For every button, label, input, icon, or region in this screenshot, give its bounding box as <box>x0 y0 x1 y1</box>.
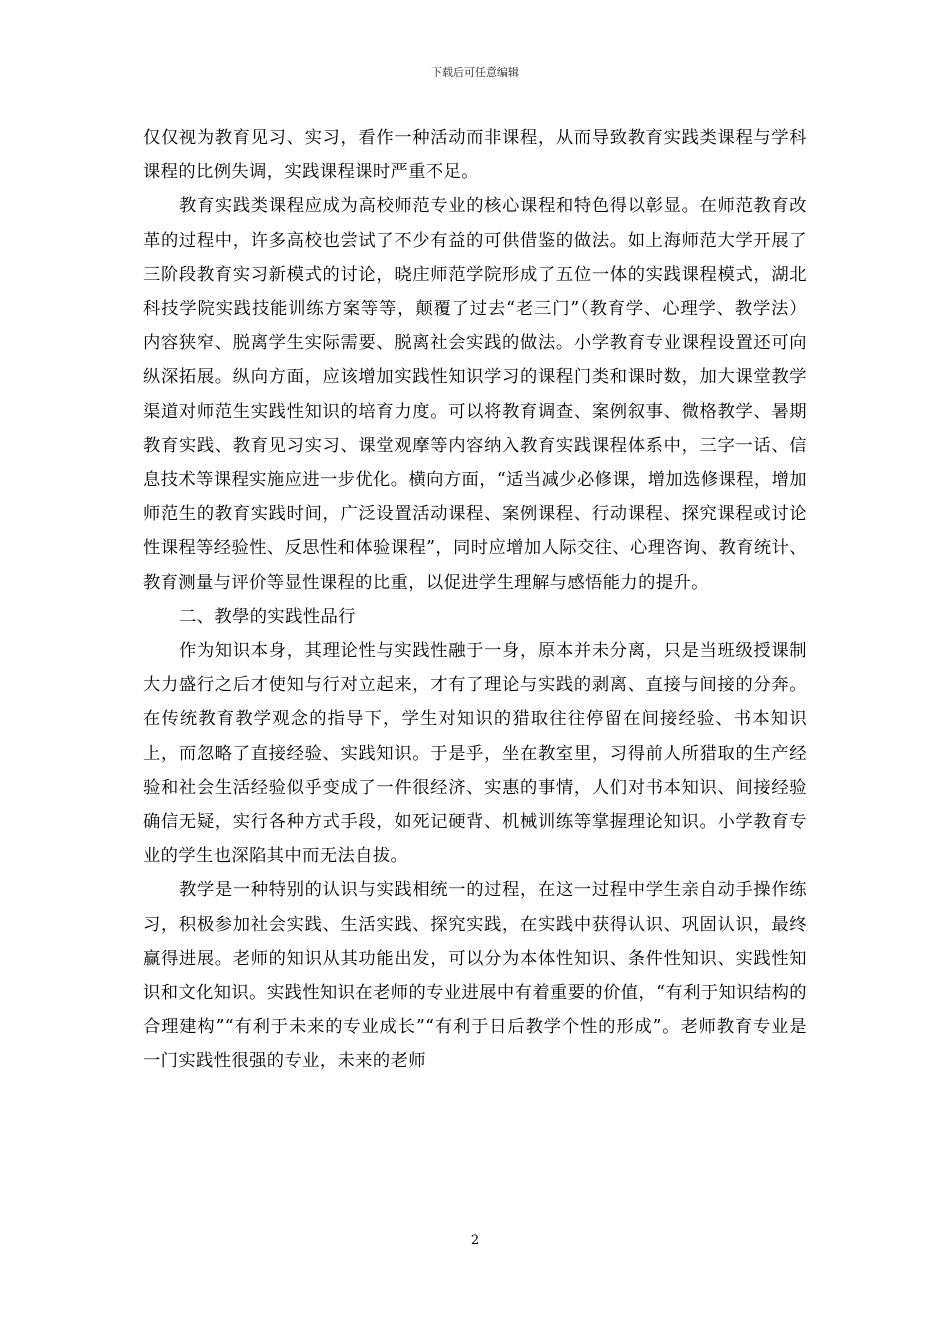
paragraph: 作为知识本身，其理论性与实践性融于一身，原本并未分离，只是当班级授课制大力盛行之后才使知与行对立起来，才有了理论与实践的剥离、直接与间接的分奔。在传统教育教学观念的指导下，学生对知识的猎取往往停留在间接经验、书本知识上，而忽略了直接经验、实践知识。于是乎，坐在教室里，习得前人所猎取的生产经验和社会生活经验似乎变成了一件很经济、实惠的事情，人们对书本知识、间接经验确信无疑，实行各种方式手段，如死记硬背、机械训练等掌握理论知识。小学教育专业的学生也深陷其中而无法自拔。 <box>143 641 807 867</box>
section-heading: 二、教學的实践性品行 <box>179 606 356 627</box>
paragraph: 教育实践类课程应成为高校师范专业的核心课程和特色得以彰显。在师范教育改革的过程中，许多高校也尝试了不少有益的可供借鉴的做法。如上海师范大学开展了三阶段教育实习新模式的讨论，晓庄师范学院形成了五位一体的实践课程模式，湖北科技学院实践技能训练方案等等，颠覆了过去“老三门”（教育学、心理学、教学法）内容狭窄、脱离学生实际需要、脱离社会实践的做法。小学教育专业课程设置还可向纵深拓展。纵向方面，应该增加实践性知识学习的课程门类和课时数，加大课堂教学渠道对师范生实践性知识的培育力度。可以将教育调查、案例叙事、微格教学、暑期教育实践、教育见习实习、课堂观摩等内容纳入教育实践课程体系中，三字一话、信息技术等课程实施应进一步优化。横向方面，“适当减少必修课，增加选修课程，增加师范生的教育实践时间，广泛设置活动课程、案例课程、行动课程、探究课程或讨论性课程等经验性、反思性和体验课程”，同时应增加人际交往、心理咨询、教育统计、教育测量与评价等显性课程的比重，以促进学生理解与感悟能力的提升。 <box>143 196 807 593</box>
paragraph: 教学是一种特别的认识与实践相统一的过程，在这一过程中学生亲自动手操作练习，积极参加社会实践、生活实践、探究实践，在实践中获得认识、巩固认识，最终赢得进展。老师的知识从其功能出发，可以分为本体性知识、条件性知识、实践性知识和文化知识。实践性知识在老师的专业进展中有着重要的价值，“有利于知识结构的合理建构”“有利于未来的专业成长”“有利于日后教学个性的形成”。老师教育专业是一门实践性很强的专业，未来的老师 <box>143 880 807 1072</box>
page-number: 2 <box>470 1233 480 1248</box>
page-header: 下载后可任意编辑 <box>431 66 519 79</box>
paragraph-continued: 仅仅视为教育见习、实习，看作一种活动而非课程，从而导致教育实践类课程与学科课程的比例失调，实践课程课时严重不足。 <box>143 128 807 183</box>
document-body <box>143 121 807 1079</box>
